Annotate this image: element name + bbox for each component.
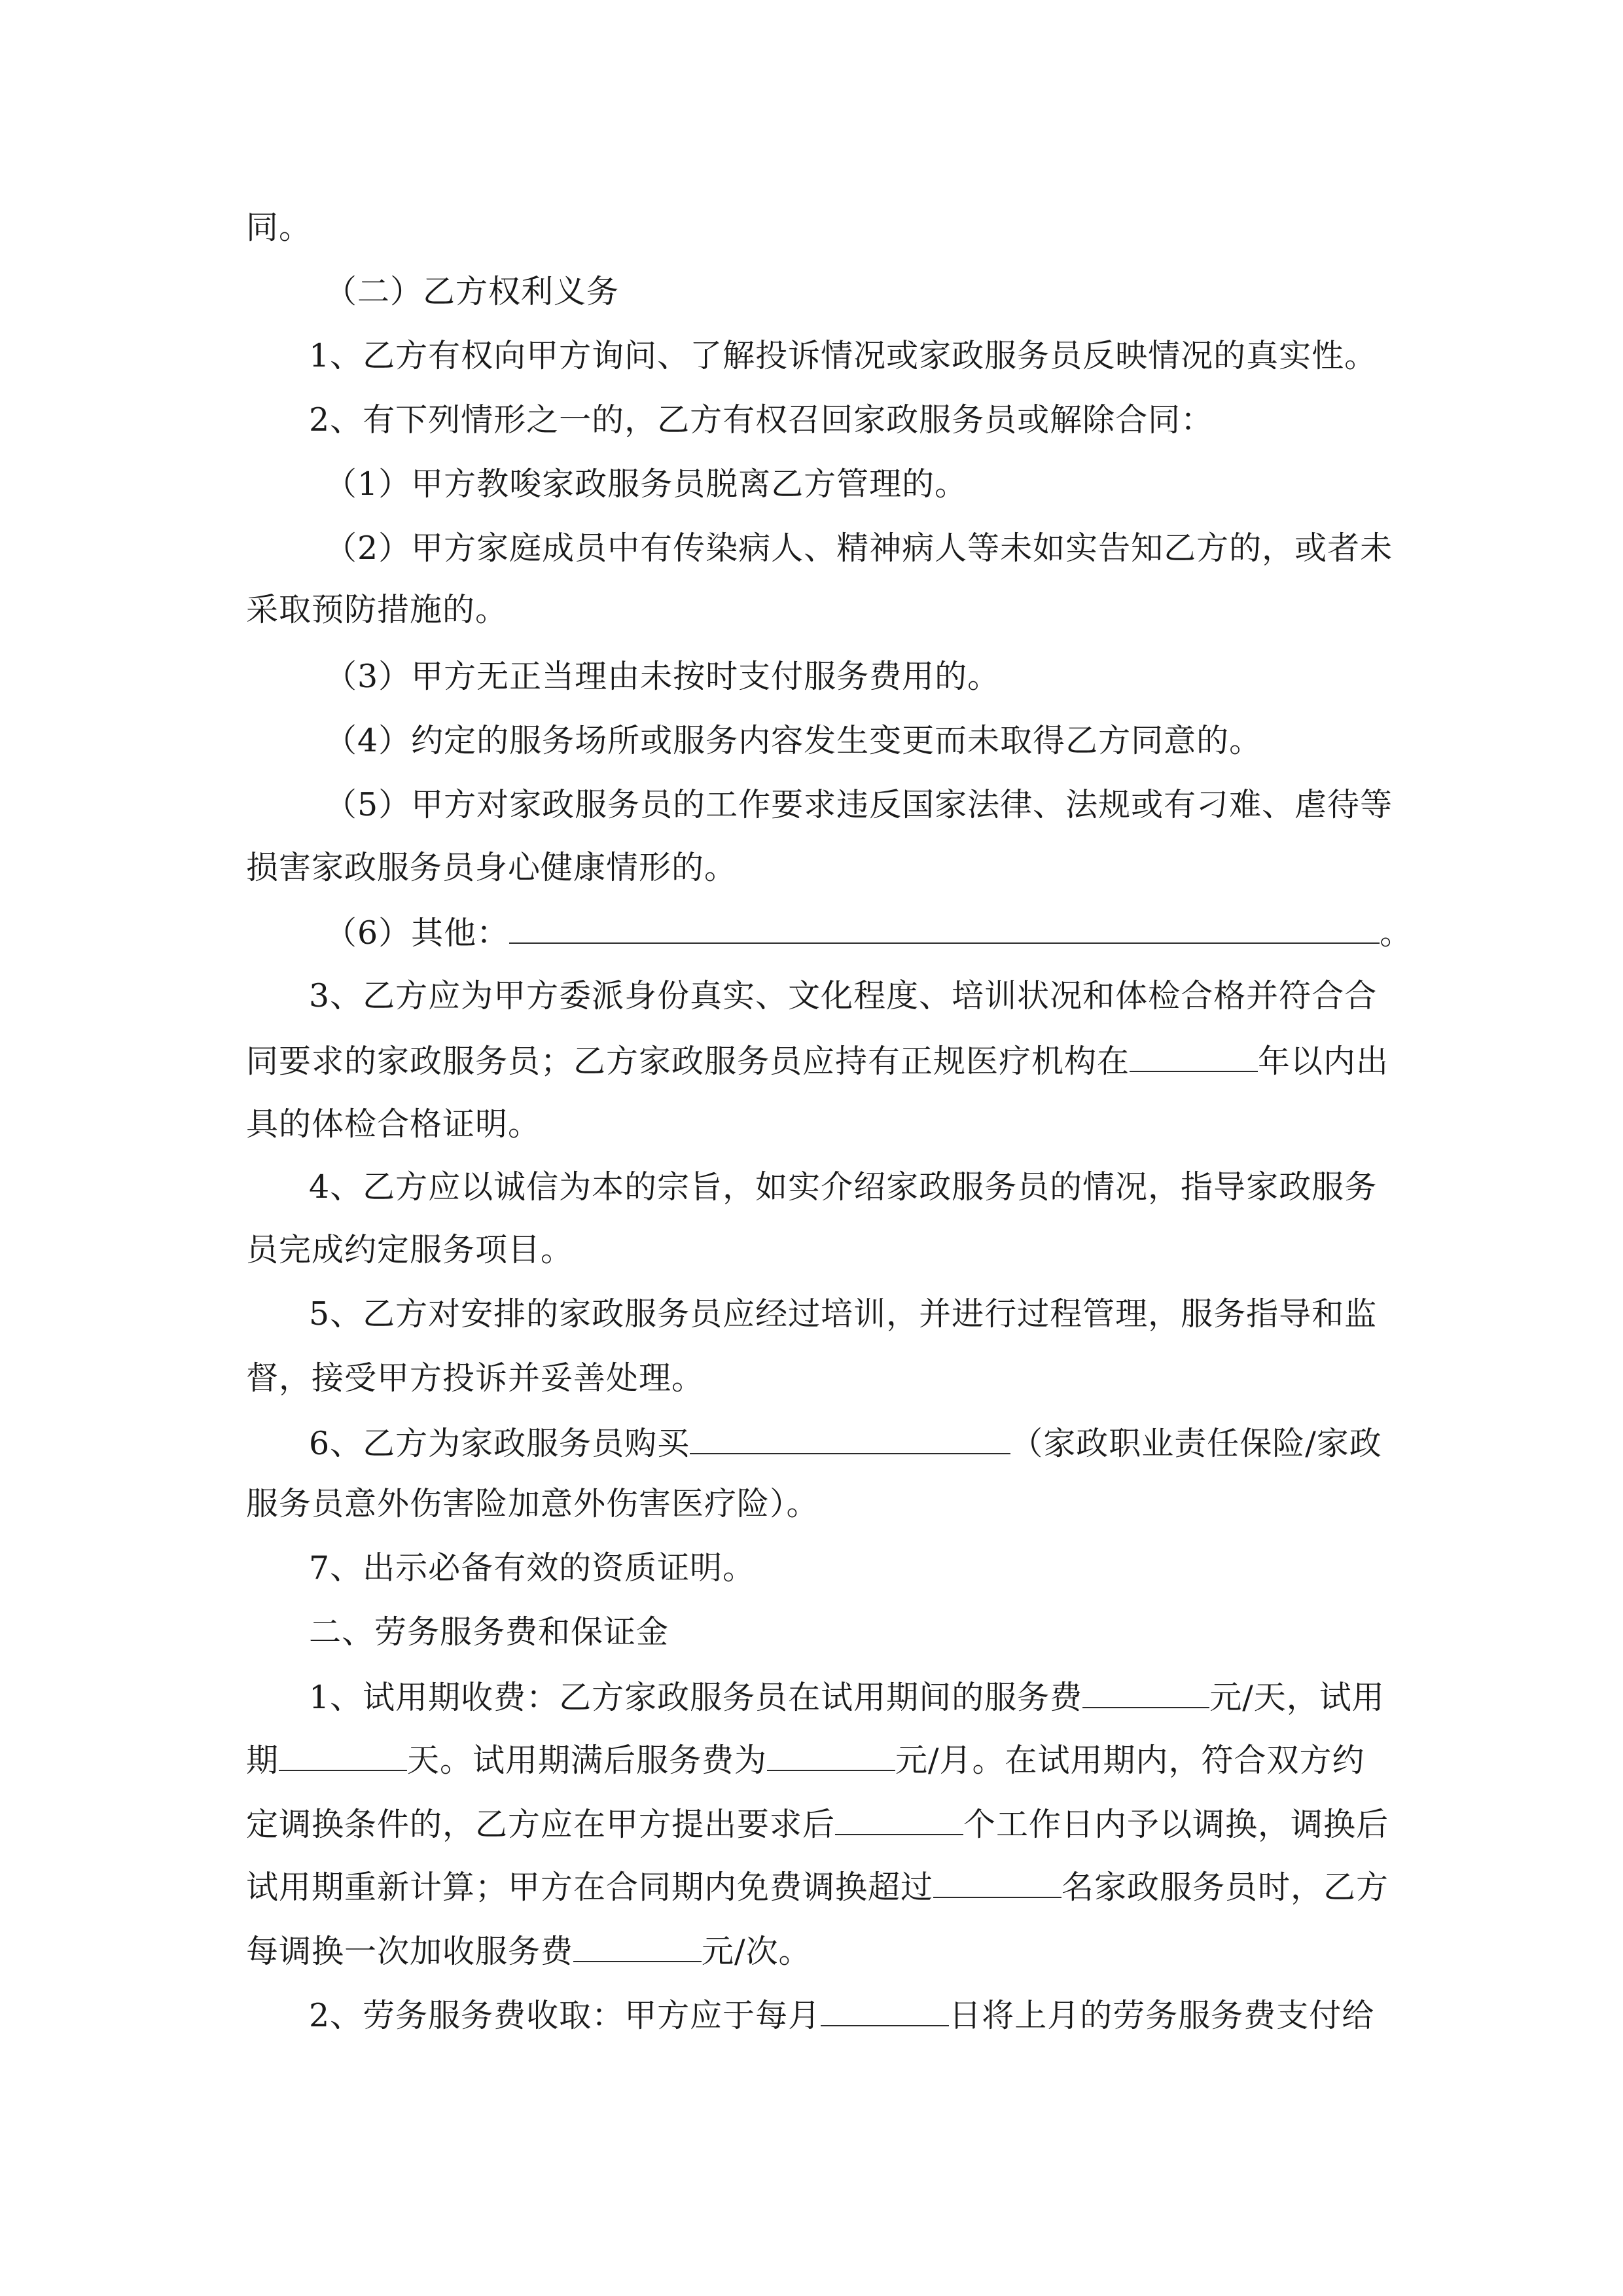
blank-field [279, 1740, 407, 1771]
blank-field [1082, 1677, 1209, 1708]
text-line: 期 天。试用期满后服务费为 元/月。在试用期内，符合双方约 [246, 1740, 1377, 1780]
text-line: （5）甲方对家政服务员的工作要求违反国家法律、法规或有刁难、虐待等 [325, 786, 1393, 823]
blank-field [767, 1740, 895, 1771]
text-line: （3）甲方无正当理由未按时支付服务费用的。 [325, 658, 1001, 695]
text-line: 定调换条件的，乙方应在甲方提出要求后 个工作日内予以调换，调换后 [246, 1804, 1377, 1844]
text-line: 1、乙方有权向甲方询问、了解投诉情况或家政服务员反映情况的真实性。 [309, 337, 1378, 374]
text-line: 损害家政服务员身心健康情形的。 [246, 849, 738, 886]
text-line: 督，接受甲方投诉并妥善处理。 [246, 1359, 705, 1397]
text-line: （4）约定的服务场所或服务内容发生变更而未取得乙方同意的。 [325, 722, 1262, 759]
text-line: （6）其他： 。 [325, 912, 1377, 953]
text-line: 员完成约定服务项目。 [246, 1231, 574, 1268]
blank-field [1130, 1041, 1258, 1072]
blank-field [573, 1931, 702, 1962]
text-line: 2、有下列情形之一的，乙方有权召回家政服务员或解除合同： [309, 401, 1214, 439]
text-line: 6、乙方为家政服务员购买 （家政职业责任保险/家政 [309, 1423, 1377, 1463]
blank-field [509, 912, 1380, 944]
section-heading: 二、劳务服务费和保证金 [309, 1613, 669, 1651]
text-line: 7、出示必备有效的资质证明。 [309, 1549, 756, 1587]
text-line: 1、试用期收费：乙方家政服务员在试用期间的服务费 元/天，试用 [309, 1677, 1377, 1717]
text-line: 试用期重新计算；甲方在合同期内免费调换超过 名家政服务员时，乙方 [246, 1867, 1377, 1907]
text-line: 服务员意外伤害险加意外伤害医疗险）。 [246, 1485, 819, 1522]
blank-field [821, 1995, 949, 2026]
text-line: 5、乙方对安排的家政服务员应经过培训，并进行过程管理，服务指导和监 [309, 1295, 1378, 1333]
text-line: 具的体检合格证明。 [246, 1105, 541, 1143]
text-line: 同。 [246, 209, 312, 246]
text-line: 同要求的家政服务员；乙方家政服务员应持有正规医疗机构在 年以内出 [246, 1041, 1377, 1081]
text-line: 每调换一次加收服务费 元/次。 [246, 1931, 1377, 1971]
blank-field [835, 1804, 963, 1835]
blank-field [933, 1867, 1061, 1898]
section-heading: （二）乙方权利义务 [325, 273, 620, 310]
text-line: （2）甲方家庭成员中有传染病人、精神病人等未如实告知乙方的，或者未 [325, 529, 1393, 567]
text-line: 3、乙方应为甲方委派身份真实、文化程度、培训状况和体检合格并符合合 [309, 977, 1378, 1014]
text-line: 4、乙方应以诚信为本的宗旨，如实介绍家政服务员的情况，指导家政服务 [309, 1168, 1378, 1206]
text-line: （1）甲方教唆家政服务员脱离乙方管理的。 [325, 465, 968, 503]
blank-field [690, 1423, 1010, 1454]
text-line: 采取预防措施的。 [246, 591, 508, 628]
text-line: 2、劳务服务费收取：甲方应于每月 日将上月的劳务服务费支付给 [309, 1995, 1377, 2036]
